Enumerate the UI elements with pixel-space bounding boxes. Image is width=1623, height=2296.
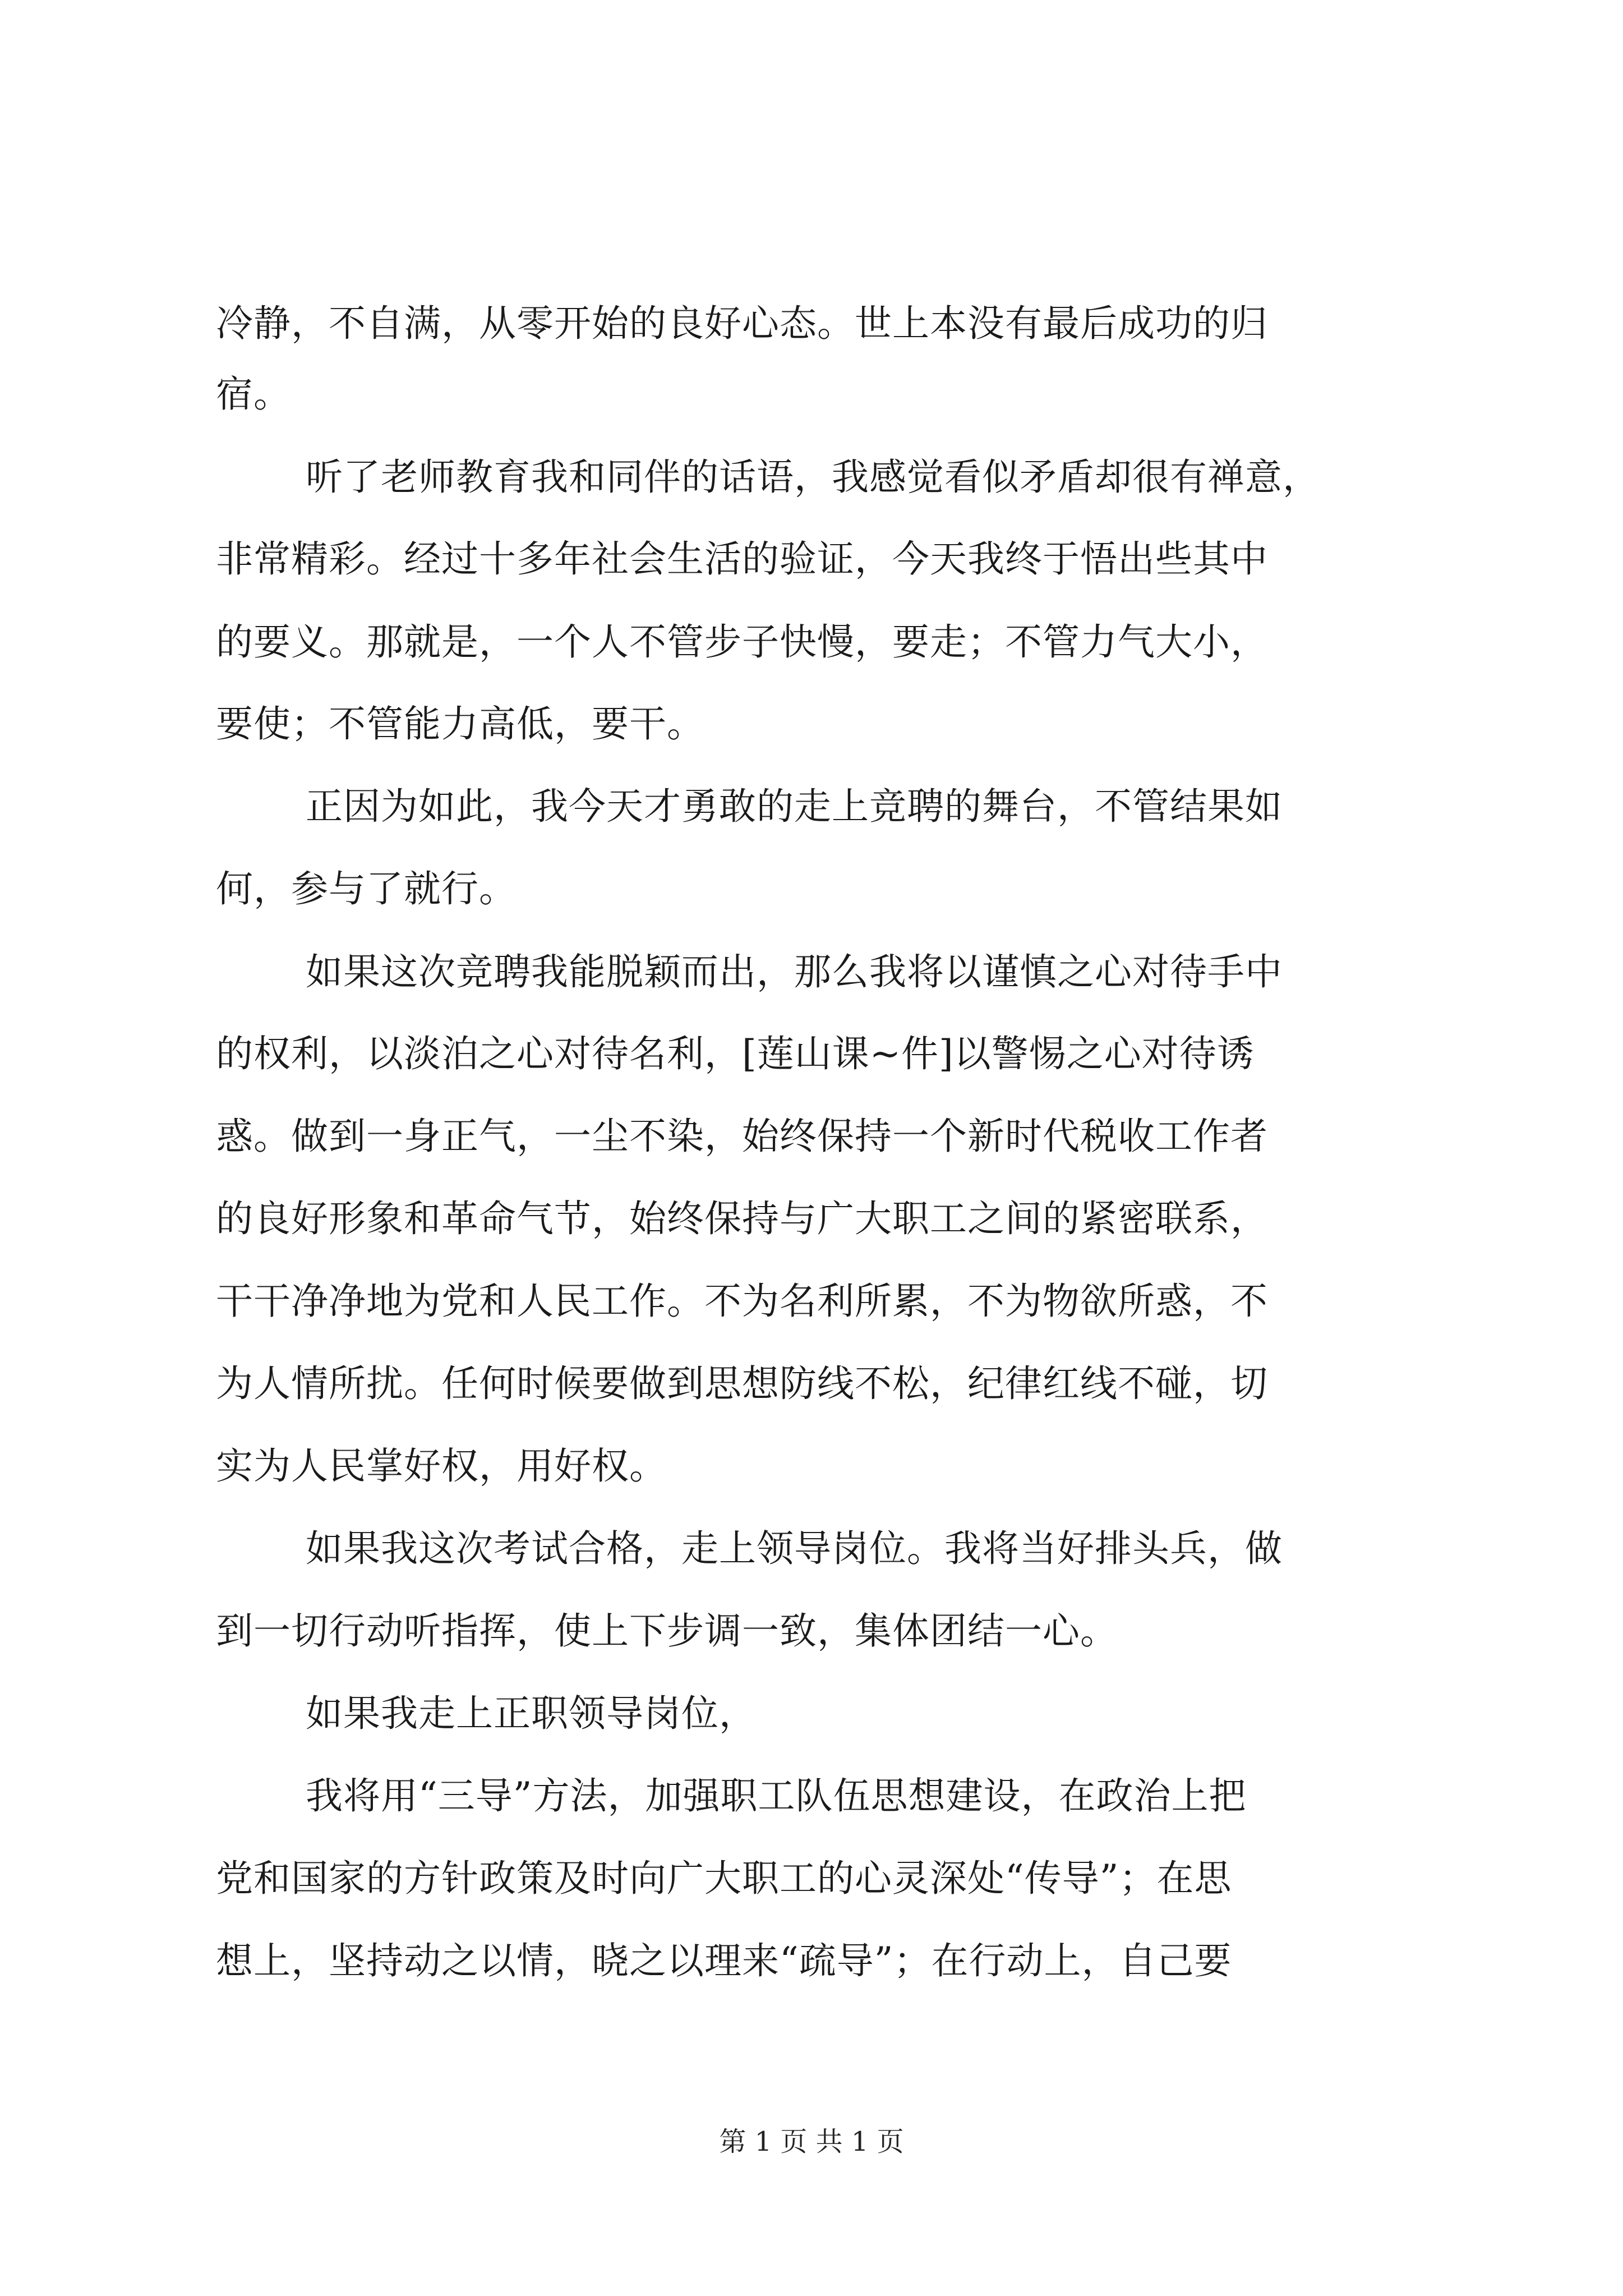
text-line: 何，参与了就行。 [216, 867, 517, 910]
text-line: 冷静，不自满，从零开始的良好心态。世上本没有最后成功的归 [216, 302, 1268, 345]
text-line: 如果我这次考试合格，走上领导岗位。我将当好排头兵，做 [306, 1527, 1283, 1570]
text-line: 如果这次竞聘我能脱颖而出，那么我将以谨慎之心对待手中 [306, 950, 1283, 993]
text-line: 惑。做到一身正气，一尘不染，始终保持一个新时代税收工作者 [216, 1115, 1268, 1158]
page-number-label: 第 1 页 共 1 页 [719, 2126, 904, 2157]
text-line: 宿。 [216, 372, 291, 416]
text-line: 想上，坚持动之以情，晓之以理来“疏导”；在行动上，自己要 [216, 1939, 1232, 1982]
text-line: 正因为如此，我今天才勇敢的走上竞聘的舞台，不管结果如 [306, 785, 1283, 828]
text-line: 我将用“三导”方法，加强职工队伍思想建设，在政治上把 [306, 1774, 1247, 1818]
text-line: 到一切行动听指挥，使上下步调一致，集体团结一心。 [216, 1609, 1118, 1653]
page-footer [0, 2125, 1623, 2159]
text-line: 要使；不管能力高低，要干。 [216, 702, 704, 746]
text-line: 的要义。那就是，一个人不管步子快慢，要走；不管力气大小， [216, 620, 1268, 664]
text-line: 党和国家的方针政策及时向广大职工的心灵深处“传导”；在思 [216, 1857, 1232, 1900]
text-line: 的权利，以淡泊之心对待名利，[莲山课~件]以警惕之心对待诱 [216, 1032, 1255, 1075]
text-line: 非常精彩。经过十多年社会生活的验证，今天我终于悟出些其中 [216, 537, 1268, 581]
text-line: 为人情所扰。任何时候要做到思想防线不松，纪律红线不碰，切 [216, 1362, 1268, 1405]
text-line: 如果我走上正职领导岗位， [306, 1692, 757, 1735]
text-line: 实为人民掌好权，用好权。 [216, 1444, 667, 1488]
text-line: 干干净净地为党和人民工作。不为名利所累，不为物欲所惑，不 [216, 1280, 1268, 1323]
text-line: 的良好形象和革命气节，始终保持与广大职工之间的紧密联系， [216, 1197, 1268, 1240]
text-line: 听了老师教育我和同伴的话语，我感觉看似矛盾却很有禅意， [306, 455, 1320, 499]
